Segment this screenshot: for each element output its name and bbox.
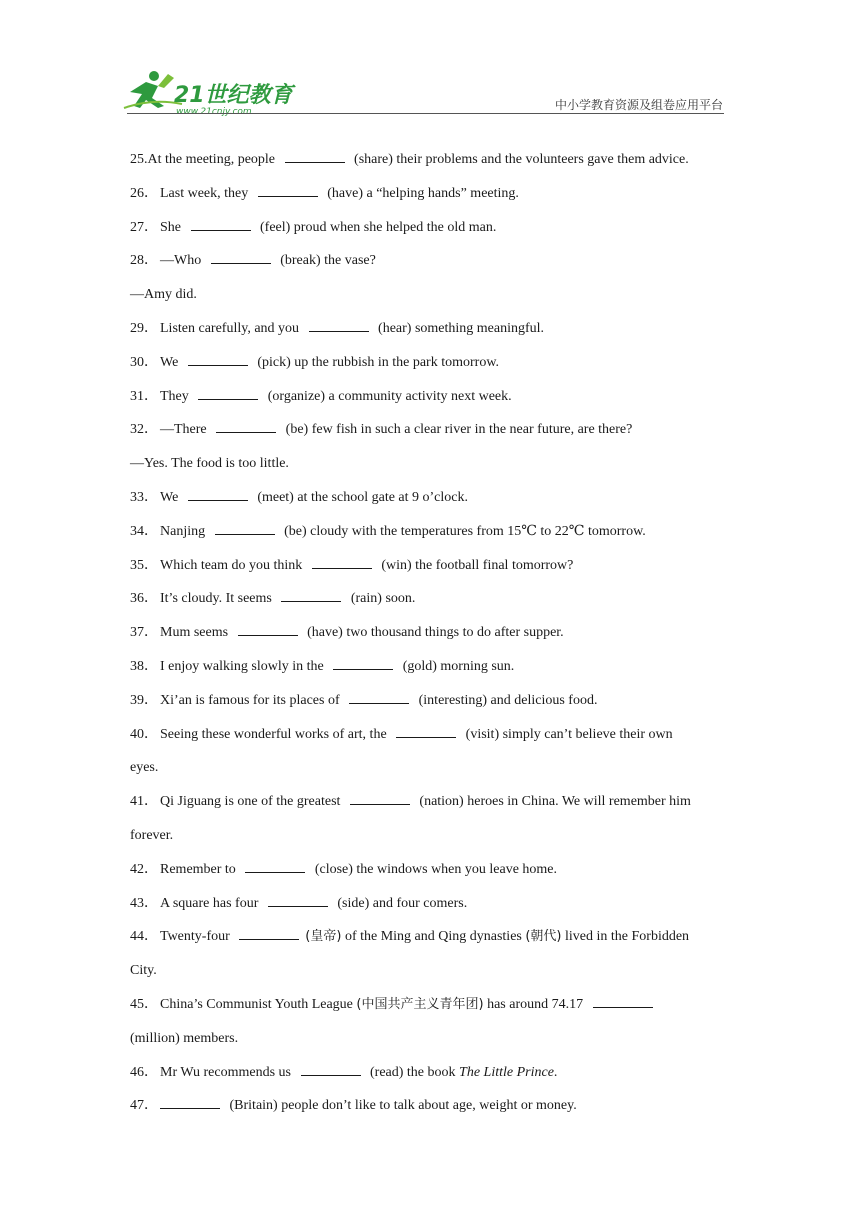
- question-number: 43．: [130, 895, 158, 911]
- question-text: Twenty-four: [160, 929, 234, 945]
- question-text: She: [160, 219, 185, 235]
- answer-blank[interactable]: [238, 623, 298, 636]
- question-text-chinese: (中国共产主义青年团): [356, 996, 484, 1012]
- question-27: [130, 211, 734, 245]
- question-28-reply: —Amy did.: [130, 287, 197, 303]
- question-hint: (win) the football final tomorrow?: [377, 557, 574, 573]
- question-hint: (organize) a community activity next week.: [264, 388, 512, 404]
- question-31: [130, 380, 734, 414]
- question-text: I enjoy walking slowly in the: [160, 658, 328, 674]
- answer-blank[interactable]: [198, 387, 258, 400]
- question-text: A square has four: [160, 895, 262, 911]
- question-number: 47．: [130, 1098, 158, 1114]
- answer-blank[interactable]: [188, 353, 248, 366]
- question-number: 41．: [130, 794, 158, 810]
- answer-blank[interactable]: [216, 420, 276, 433]
- runner-logo-icon: [122, 68, 297, 118]
- question-39: [130, 684, 734, 718]
- question-hint: (feel) proud when she helped the old man.: [256, 219, 497, 235]
- question-32-reply: —Yes. The food is too little.: [130, 456, 289, 472]
- question-text: Seeing these wonderful works of art, the: [160, 726, 391, 742]
- question-list: [130, 143, 734, 1123]
- question-hint: (nation) heroes in China. We will remember him: [415, 794, 691, 810]
- question-41-continued: forever.: [130, 827, 174, 843]
- question-number: 42．: [130, 861, 158, 877]
- question-hint: (read) the book: [366, 1064, 460, 1080]
- answer-blank[interactable]: [333, 657, 393, 670]
- page-header: [0, 0, 860, 130]
- question-hint: (have) two thousand things to do after supper.: [303, 625, 564, 641]
- question-hint: (visit) simply can’t believe their own: [462, 726, 673, 742]
- question-hint-2: lived in the Forbidden: [561, 929, 690, 945]
- question-hint-chinese: (皇帝): [305, 929, 342, 945]
- question-hint: (have) a “helping hands” meeting.: [323, 185, 519, 201]
- answer-blank[interactable]: [188, 488, 248, 501]
- question-41: [130, 785, 734, 819]
- book-title: The Little Prince: [459, 1064, 554, 1080]
- question-text: Qi Jiguang is one of the greatest: [160, 794, 344, 810]
- question-28: [130, 244, 734, 278]
- question-text: Last week, they: [160, 185, 252, 201]
- logo-url: www.21cnjy.com: [176, 107, 252, 117]
- question-text: China’s Communist Youth League: [160, 996, 357, 1012]
- question-hint: (share) their problems and the volunteers gave them advice.: [350, 152, 689, 167]
- question-text: Xi’an is famous for its places of: [160, 692, 344, 708]
- question-hint: (pick) up the rubbish in the park tomorrow.: [253, 354, 500, 370]
- question-number: 45．: [130, 996, 158, 1012]
- question-number: 28．: [130, 253, 158, 269]
- question-47: [130, 1089, 734, 1123]
- question-36: [130, 582, 734, 616]
- question-37: [130, 616, 734, 650]
- question-35: [130, 549, 734, 583]
- question-number: 37．: [130, 625, 158, 641]
- question-44-continued: City.: [130, 963, 157, 979]
- question-34: [130, 515, 734, 549]
- question-number: 29．: [130, 320, 158, 336]
- answer-blank[interactable]: [312, 556, 372, 569]
- platform-label: 中小学教育资源及组卷应用平台: [554, 98, 723, 112]
- question-text: We: [160, 489, 182, 505]
- question-text: Which team do you think: [160, 557, 306, 573]
- question-number: 32．: [130, 422, 158, 438]
- question-33: [130, 481, 734, 515]
- question-hint-chinese-2: (朝代): [525, 929, 562, 945]
- question-46: [130, 1056, 734, 1090]
- question-number: 31．: [130, 388, 158, 404]
- answer-blank[interactable]: [285, 150, 345, 163]
- question-number: 30．: [130, 354, 158, 370]
- site-logo: [122, 68, 297, 118]
- question-text: Mum seems: [160, 625, 232, 641]
- answer-blank[interactable]: [309, 319, 369, 332]
- question-38: [130, 650, 734, 684]
- question-number: 33．: [130, 489, 158, 505]
- question-32: [130, 413, 734, 447]
- question-hint: (rain) soon.: [347, 591, 416, 607]
- header-divider: [127, 113, 724, 114]
- answer-blank[interactable]: [350, 792, 410, 805]
- answer-blank[interactable]: [211, 251, 271, 264]
- question-45-continued: (million) members.: [130, 1030, 239, 1046]
- answer-blank[interactable]: [245, 860, 305, 873]
- question-number: 34．: [130, 523, 158, 539]
- answer-blank[interactable]: [396, 725, 456, 738]
- question-26: [130, 177, 734, 211]
- answer-blank[interactable]: [268, 894, 328, 907]
- answer-blank[interactable]: [281, 589, 341, 602]
- question-text: At the meeting, people: [147, 152, 279, 167]
- question-25: [130, 143, 734, 177]
- answer-blank[interactable]: [215, 522, 275, 535]
- question-30: [130, 346, 734, 380]
- question-43: [130, 887, 734, 921]
- question-hint: (meet) at the school gate at 9 o’clock.: [253, 489, 469, 505]
- question-end: .: [553, 1064, 558, 1080]
- question-number: 38．: [130, 658, 158, 674]
- question-hint: (break) the vase?: [276, 253, 376, 269]
- question-42: [130, 853, 734, 887]
- answer-blank[interactable]: [349, 691, 409, 704]
- answer-blank[interactable]: [301, 1063, 361, 1076]
- question-hint: of the Ming and Qing dynasties: [341, 929, 526, 945]
- question-40-continued: eyes.: [130, 760, 159, 776]
- question-number: 25.: [130, 152, 148, 167]
- question-29: [130, 312, 734, 346]
- question-45: [130, 988, 734, 1022]
- question-number: 26．: [130, 185, 158, 201]
- question-40: [130, 718, 734, 752]
- question-text: They: [160, 388, 193, 404]
- question-number: 27．: [130, 219, 158, 235]
- logo-text: 21世纪教育: [174, 83, 293, 108]
- question-text: —There: [160, 422, 211, 438]
- question-hint: (side) and four comers.: [333, 895, 468, 911]
- question-number: 35．: [130, 557, 158, 573]
- question-text: Mr Wu recommends us: [160, 1064, 295, 1080]
- answer-blank[interactable]: [239, 927, 299, 940]
- question-number: 40．: [130, 726, 158, 742]
- answer-blank[interactable]: [191, 218, 251, 231]
- question-44: [130, 920, 734, 954]
- question-number: 44．: [130, 929, 158, 945]
- question-text-2: has around 74.17: [483, 996, 587, 1012]
- question-hint: (hear) something meaningful.: [374, 320, 545, 336]
- question-text: We: [160, 354, 182, 370]
- question-text: —Who: [160, 253, 205, 269]
- question-text: Remember to: [160, 861, 240, 877]
- question-number: 39．: [130, 692, 158, 708]
- question-hint: (gold) morning sun.: [399, 658, 515, 674]
- answer-blank[interactable]: [160, 1096, 220, 1109]
- question-hint: (be) few fish in such a clear river in the near future, are there?: [282, 422, 633, 438]
- answer-blank[interactable]: [258, 184, 318, 197]
- question-hint: (be) cloudy with the temperatures from 15℃ to 22℃ tomorrow.: [280, 523, 646, 539]
- answer-blank[interactable]: [593, 995, 653, 1008]
- question-text: It’s cloudy. It seems: [160, 591, 276, 607]
- question-number: 46．: [130, 1064, 158, 1080]
- question-hint: (Britain) people don’t like to talk about age, weight or money.: [226, 1098, 577, 1114]
- question-text: Nanjing: [160, 523, 209, 539]
- question-number: 36．: [130, 591, 158, 607]
- question-text: Listen carefully, and you: [160, 320, 303, 336]
- question-hint: (interesting) and delicious food.: [415, 692, 598, 708]
- question-hint: (close) the windows when you leave home.: [311, 861, 558, 877]
